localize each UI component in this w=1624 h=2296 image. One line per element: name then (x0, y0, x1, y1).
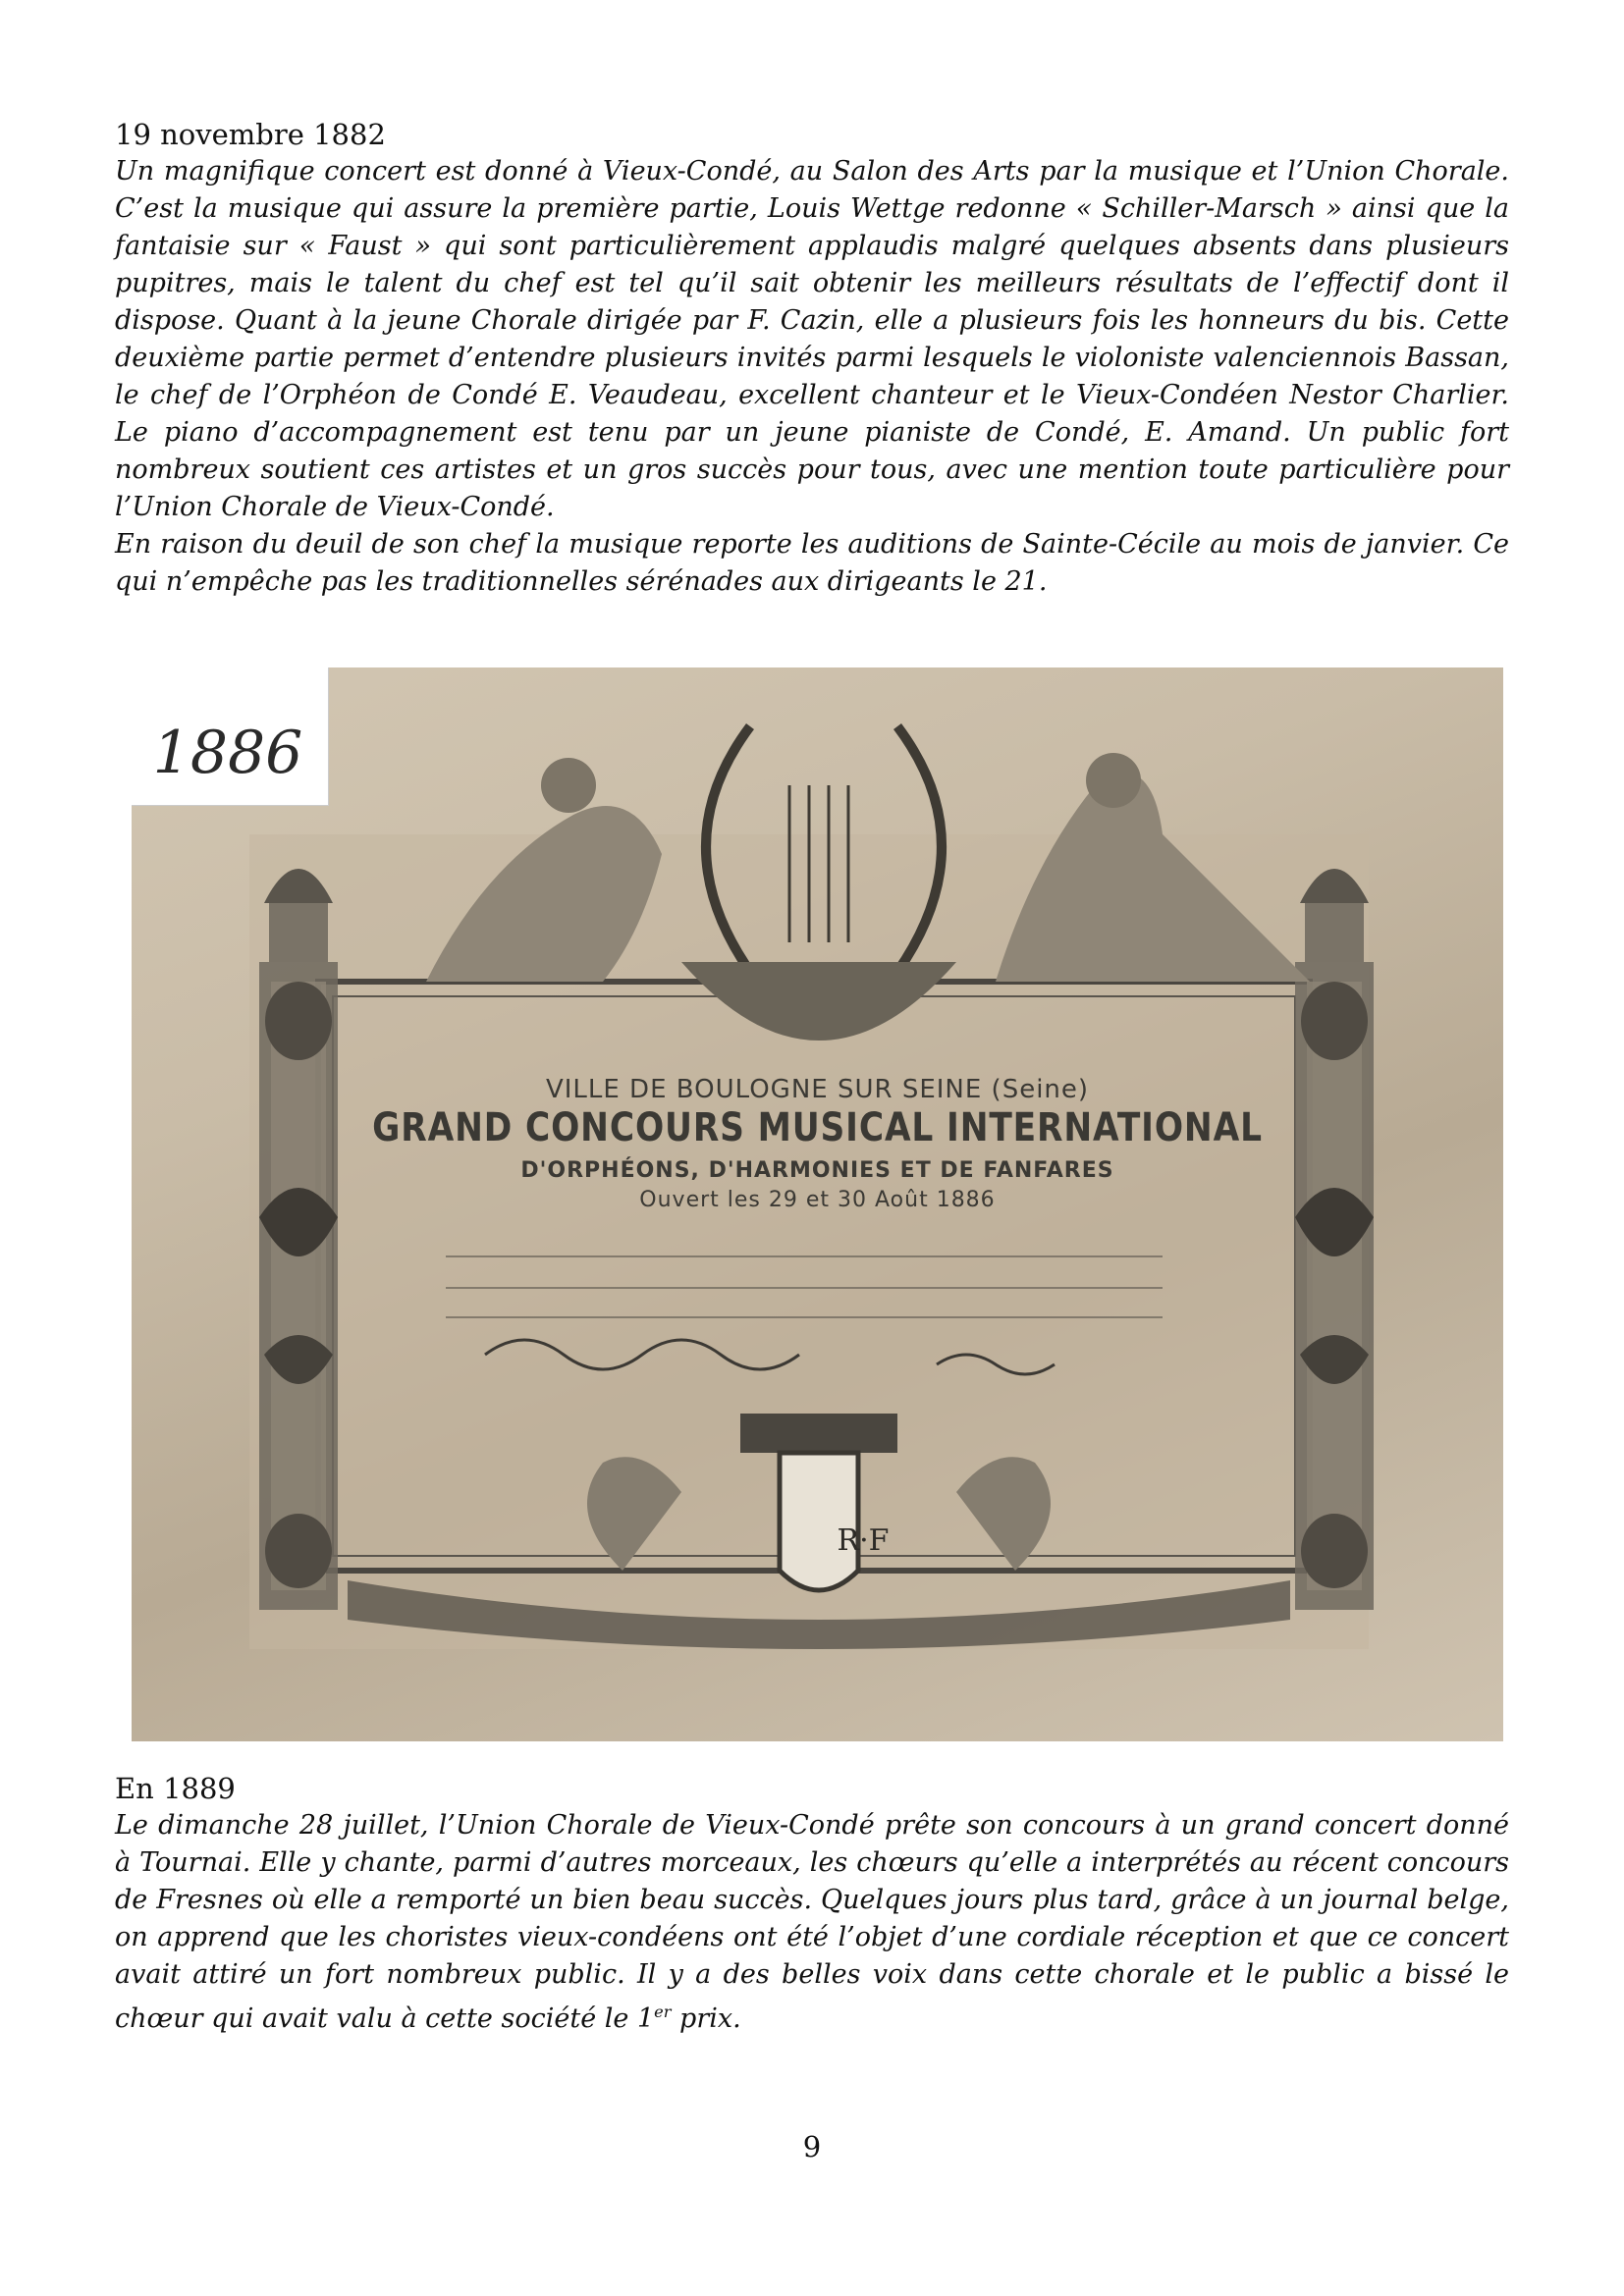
paragraph-main: Le dimanche 28 juillet, l’Union Chorale de Vieux-Condé prête son concours à un grand concert donné à Tournai. Elle y chante, parmi d’autres morceaux, les chœurs qu’elle a interprétés au récent concours de Fresnes où elle a remporté un bien beau succès. Quelques jours plus tard, grâce à un journal belge, on apprend que les choristes vieux-condéens ont été l’objet d’une cordiale réception et que ce concert avait attiré un fort nombreux public. Il y a des belles voix dans cette chorale et le public a bissé le chœur qui avait valu à cette société le 1 (115, 1810, 1509, 2034)
paragraph-end: prix. (671, 2003, 741, 2034)
certificate-city: VILLE DE BOULOGNE SUR SEINE (Seine) (545, 1075, 1090, 1104)
paragraph (115, 1807, 1509, 2038)
page-number: 9 (802, 2130, 822, 2163)
rf-emblem: R·F (837, 1523, 890, 1558)
certificate-dates: Ouvert les 29 et 30 Août 1886 (639, 1188, 996, 1212)
year-label-text: 1886 (152, 719, 303, 787)
section-1889 (115, 1770, 1509, 2038)
certificate-title: GRAND CONCOURS MUSICAL INTERNATIONAL (372, 1105, 1263, 1150)
paragraph: Un magnifique concert est donné à Vieux-Condé, au Salon des Arts par la musique et l’Union Chorale. C’est la musique qui assure la première partie, Louis Wettge redonne « Schiller-Marsch » ainsi que la fantaisie sur « Faust » qui sont particulièrement applaudis malgré quelques absents dans plusieurs pupitres, mais le talent du chef est tel qu’il sait obtenir les meilleurs résultats de l’effectif dont il dispose. Quant à la jeune Chorale dirigée par F. Cazin, elle a plusieurs fois les honneurs du bis. Cette deuxième partie permet d’entendre plusieurs invités parmi lesquels le violoniste valenciennois Bassan, le chef de l’Orphéon de Condé E. Veaudeau, excellent chanteur et le Vieux-Condéen Nestor Charlier. Le piano d’accompagnement est tenu par un jeune pianiste de Condé, E. Amand. Un public fort nombreux soutient ces artistes et un gros succès pour tous, avec une mention toute particulière pour l’Union Chorale de Vieux-Condé. (115, 156, 1509, 522)
certificate-subtitle: D'ORPHÉONS, D'HARMONIES ET DE FANFARES (520, 1158, 1114, 1183)
section-date: En 1889 (115, 1772, 236, 1805)
section-date: 19 novembre 1882 (115, 118, 386, 151)
section-1882 (115, 116, 1509, 601)
superscript: er (654, 2002, 672, 2021)
paragraph: En raison du deuil de son chef la musique reporte les auditions de Sainte-Cécile au mois de janvier. Ce qui n’empêche pas les traditionnelles sérénades aux dirigeants le 21. (115, 529, 1509, 597)
year-label (132, 667, 329, 806)
certificate-photo (132, 667, 1503, 1741)
